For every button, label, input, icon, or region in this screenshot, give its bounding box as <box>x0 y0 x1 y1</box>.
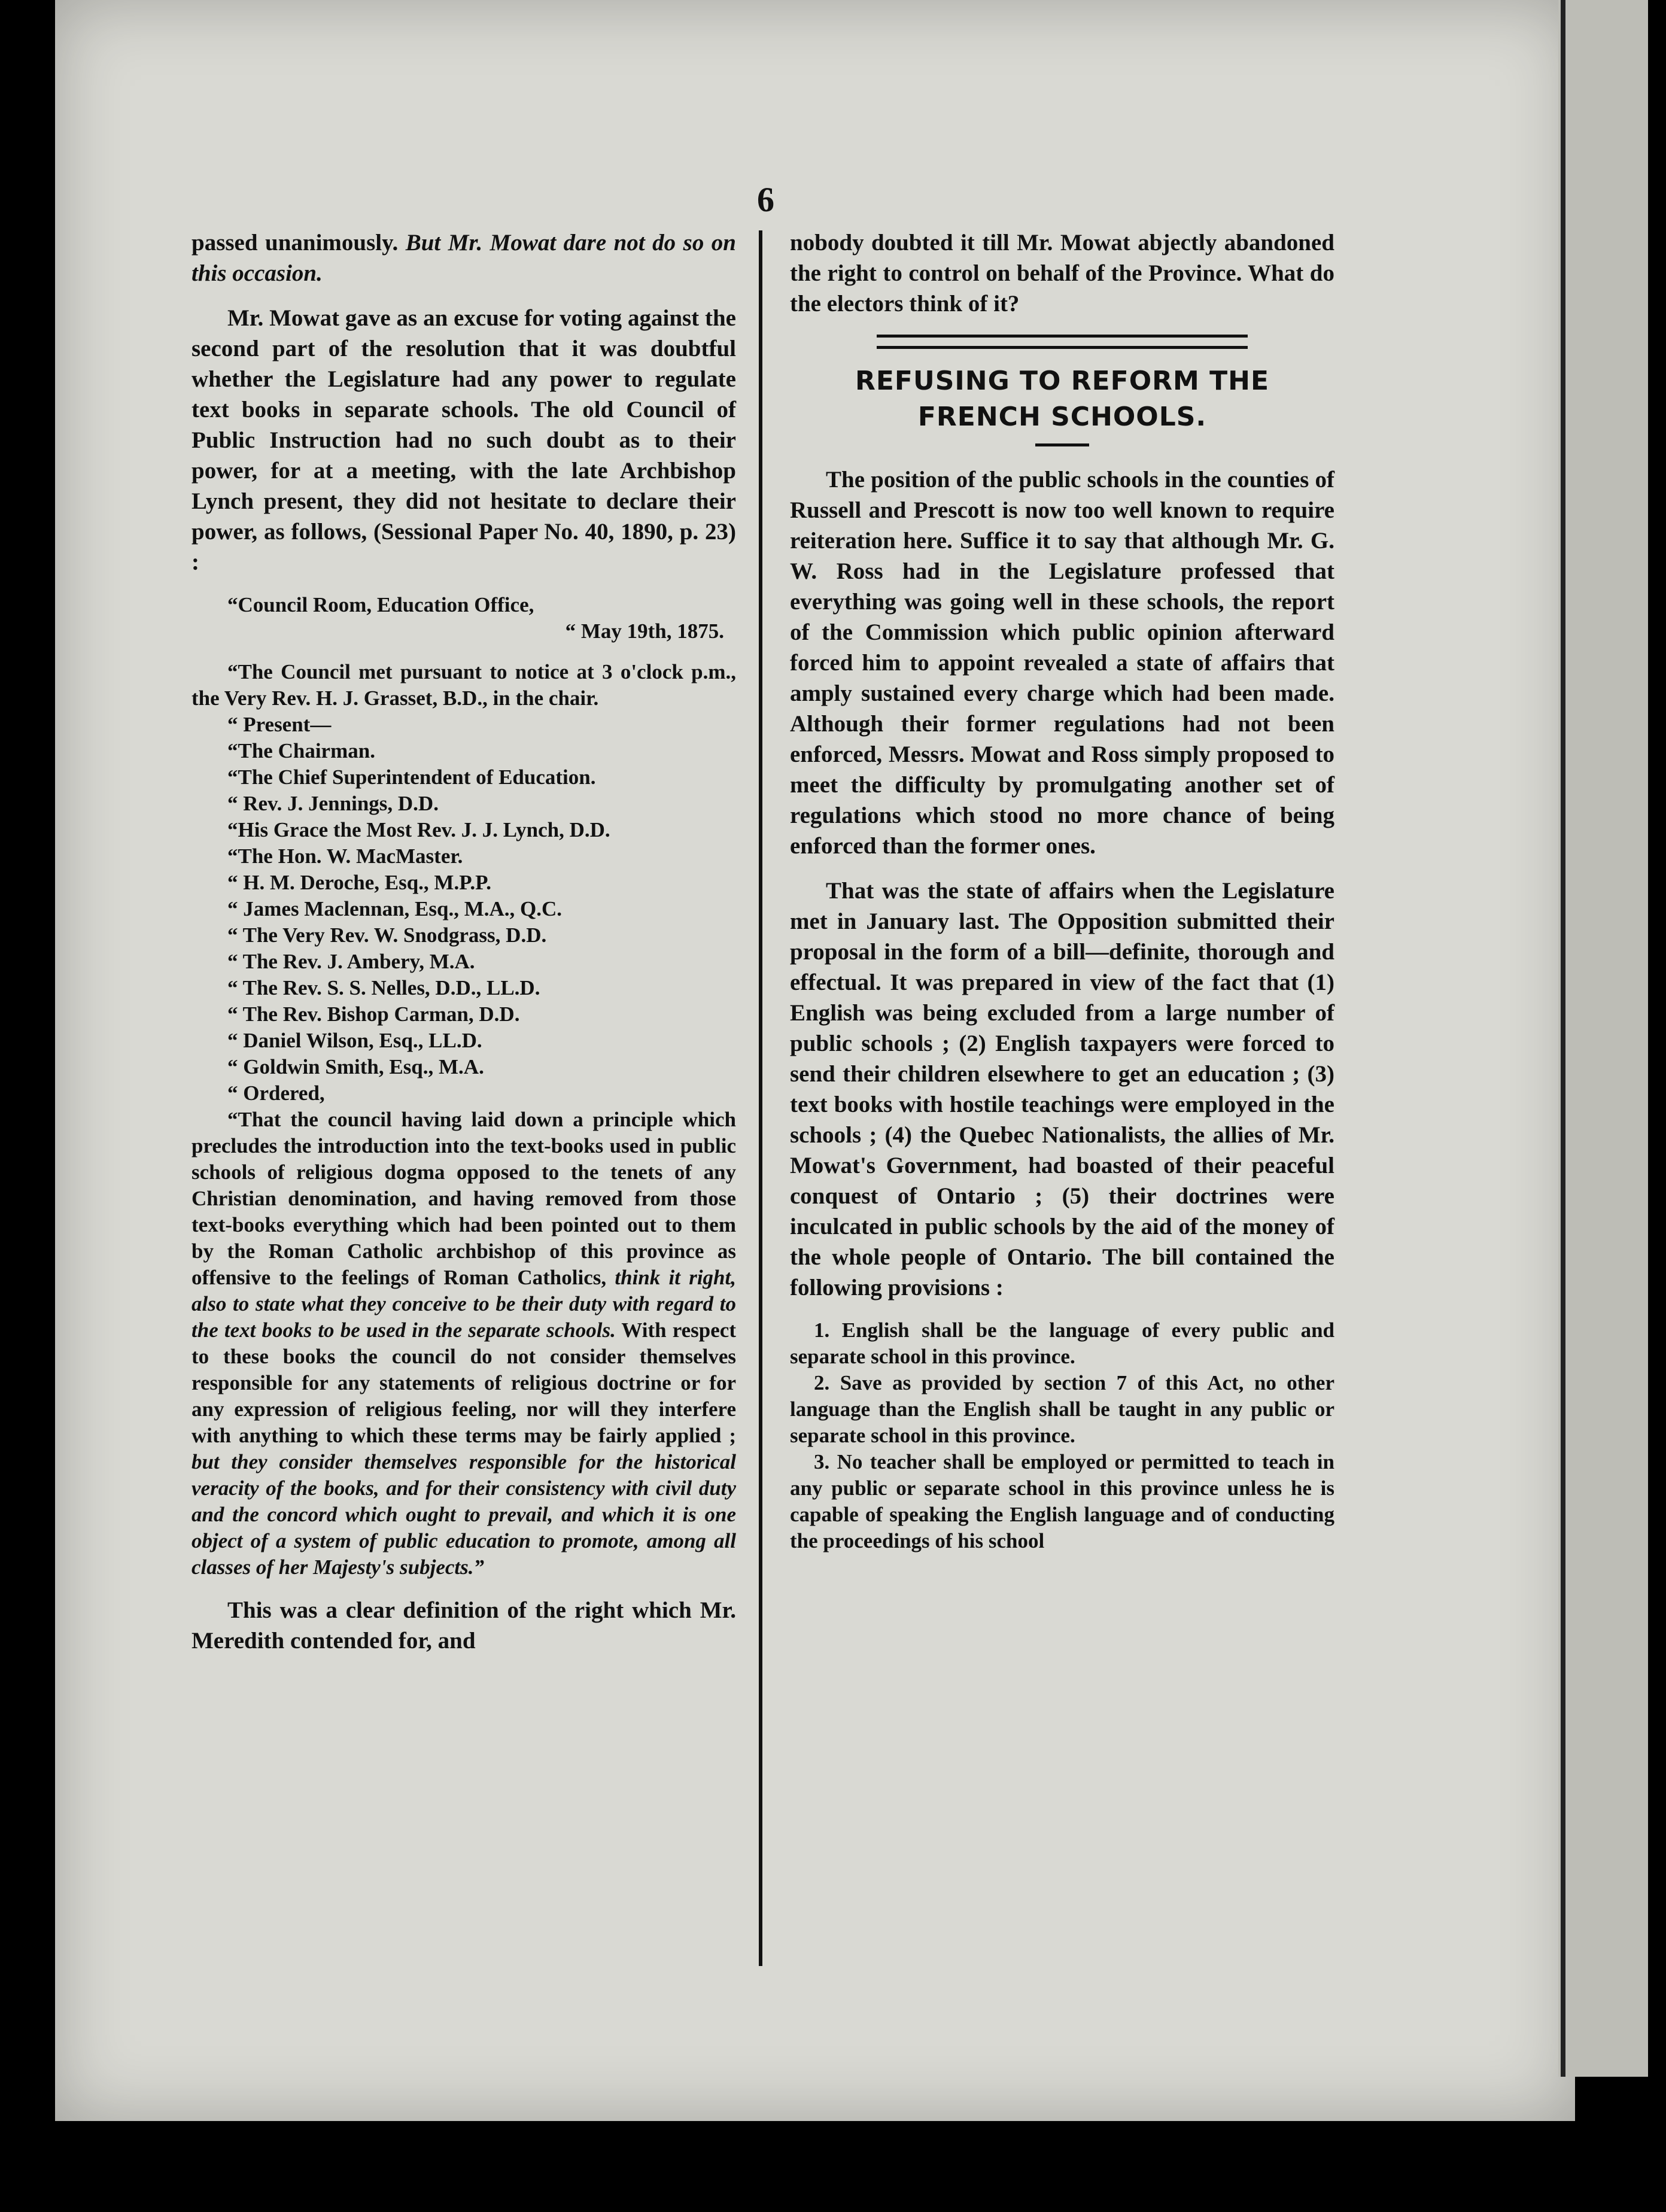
headline-short-rule <box>1035 443 1089 446</box>
right-para-2: The position of the public schools in the counties of Russell and Prescott is now too well known to require reiteration here. Suffice it to say that although Mr. G. W. Ross had in the Legislature professed that everything was going well in these schools, the report of the Commission which public opinion afterward forced him to appoint revealed a state of affairs that amply sustained every charge which had been made. Although their former regulations had not been enforced, Messrs. Mowat and Ross simply proposed to meet the difficulty by promulgating another set of regulations which stood no more chance of being enforced than the former ones. <box>790 467 1334 859</box>
left-column <box>191 227 736 1656</box>
column-divider <box>759 230 762 1966</box>
list-item: 1. English shall be the language of every public and separate school in this province. <box>790 1318 1334 1368</box>
right-para-3: That was the state of affairs when the Legislature met in January last. The Opposition submitted their proposal in the form of a bill—definite, thorough and effectual. It was prepared in view of the fact that (1) English was being excluded from a large number of public schools ; (2) English taxpayers were forced to send their children elsewhere to get an education ; (3) text books with hostile teachings were employed in the schools ; (4) the Quebec Nationalists, the allies of Mr. Mowat's Government, had boasted of their peaceful conquest of Ontario ; (5) their doctrines were inculcated in public schools by the aid of the money of the whole people of Ontario. The bill contained the following provisions : <box>790 878 1334 1301</box>
right-para-1: nobody doubted it till Mr. Mowat abjectly abandoned the right to control on behalf of the Province. What do the electors think of it? <box>790 230 1334 317</box>
list-item: “ Rev. J. Jennings, D.D. <box>227 792 439 815</box>
left-para-2: Mr. Mowat gave as an excuse for voting against the second part of the resolution that it was doubtful whether the Legislature had any power to regulate text books in separate schools. The old Council of Public Instruction had no such doubt as to their power, for at a meeting, with the late Archbishop Lynch present, they did not hesitate to declare their power, as follows, (Sessional Paper No. 40, 1890, p. 23) : <box>191 305 736 575</box>
resolution-plain-2: With respect to these books the council do not consider themselves responsible for any statements of religious doctrine or for any expression of religious feeling, nor will they interfere with anything to which these terms may be fairly applied ; <box>191 1318 736 1447</box>
list-item: “His Grace the Most Rev. J. J. Lynch, D.D. <box>227 818 610 841</box>
list-item: “ The Very Rev. W. Snodgrass, D.D. <box>227 923 547 947</box>
adjacent-page-edge <box>1558 0 1648 2077</box>
section-headline: REFUSING TO REFORM THE FRENCH SCHOOLS. <box>855 366 1270 432</box>
list-item: “ Ordered, <box>227 1081 325 1105</box>
right-column <box>790 227 1334 1554</box>
list-item: 3. No teacher shall be employed or permitted to teach in any public or separate school in this province unless he is capable of speaking the English language and of conducting the proceedings of his school <box>790 1450 1334 1552</box>
list-item: “ H. M. Deroche, Esq., M.P.P. <box>227 871 492 894</box>
list-item: “ Present— <box>227 713 332 736</box>
resolution-italic-1: think it right, also to state what they conceive to be their duty with regard to the text books to be used in the separate schools. <box>191 1266 737 1342</box>
list-item: “ The Rev. S. S. Nelles, D.D., LL.D. <box>227 976 540 999</box>
page-number: 6 <box>757 180 774 219</box>
left-para-1-italic: But Mr. Mowat dare not do so on this occasion. <box>191 230 736 286</box>
list-item: “The Hon. W. MacMaster. <box>227 844 463 868</box>
resolution-italic-2: but they consider themselves responsible for the historical veracity of the books, and for their consistency with civil duty and the concord which ought to prevail, and which it is one object of a system of public education to promote, among all classes of her Majesty's subjects.” <box>191 1450 736 1579</box>
list-item: “ The Rev. Bishop Carman, D.D. <box>227 1002 520 1026</box>
list-item: “ The Rev. J. Ambery, M.A. <box>227 950 475 973</box>
quote-date: “ May 19th, 1875. <box>565 619 724 643</box>
quote-intro: “The Council met pursuant to notice at 3 o'clock p.m., the Very Rev. H. J. Grasset, B.D., in the chair. <box>191 660 736 710</box>
left-closing-para: This was a clear definition of the right which Mr. Meredith contended for, and <box>191 1597 736 1654</box>
quote-heading: “Council Room, Education Office, <box>227 593 534 616</box>
page-fold-shadow <box>1561 0 1565 2077</box>
list-item: “The Chairman. <box>227 739 375 762</box>
headline-double-rule <box>877 335 1248 349</box>
resolution-plain-1: “That the council having laid down a principle which precludes the introduction into the text-books used in public schools of religious dogma opposed to the tenets of any Christian denomination, and having removed from those text-books everything which had been pointed out to them by the Roman Catholic archbishop of this province as offensive to the feelings of Roman Catholics, <box>191 1108 736 1289</box>
left-para-1-plain: passed unanimously. <box>191 230 399 256</box>
attendee-list <box>191 712 736 1107</box>
bill-provisions <box>790 1317 1334 1554</box>
list-item: “ Goldwin Smith, Esq., M.A. <box>227 1055 484 1078</box>
quote-resolution <box>191 1107 736 1581</box>
left-para-1 <box>191 227 736 288</box>
list-item: “The Chief Superintendent of Education. <box>227 765 596 789</box>
list-item: 2. Save as provided by section 7 of this Act, no other language than the English shall be taught in any public or separate school in this province. <box>790 1371 1334 1447</box>
list-item: “ James Maclennan, Esq., M.A., Q.C. <box>227 897 563 920</box>
list-item: “ Daniel Wilson, Esq., LL.D. <box>227 1029 482 1052</box>
